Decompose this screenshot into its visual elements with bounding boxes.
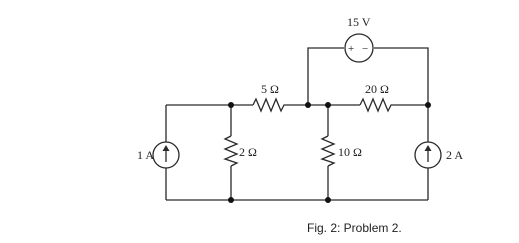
resistor-5-ohm [253, 99, 287, 111]
junction-node [305, 102, 311, 108]
current-source-1a [153, 142, 179, 168]
minus-sign: − [362, 43, 369, 55]
resistor-5-ohm-label: 5 Ω [261, 82, 279, 96]
resistor-20-ohm-label: 20 Ω [365, 82, 389, 96]
junction-node [228, 197, 234, 203]
figure-caption: Fig. 2: Problem 2. [307, 221, 402, 235]
junction-node [425, 102, 431, 108]
resistor-2-ohm [225, 136, 237, 166]
resistor-10-ohm-label: 10 Ω [338, 145, 362, 159]
voltage-source-15v [345, 34, 373, 62]
current-source-2a [415, 142, 441, 168]
current-source-2a-label: 2 A [446, 148, 464, 162]
plus-sign: + [348, 43, 355, 55]
voltage-source-label: 15 V [347, 15, 371, 29]
junction-node [325, 102, 331, 108]
resistor-2-ohm-label: 2 Ω [239, 145, 257, 159]
wires [166, 48, 428, 200]
junction-node [325, 197, 331, 203]
junction-node [228, 102, 234, 108]
resistor-10-ohm [322, 136, 334, 166]
resistor-20-ohm [360, 99, 394, 111]
current-source-1a-label: 1 A [137, 148, 155, 162]
